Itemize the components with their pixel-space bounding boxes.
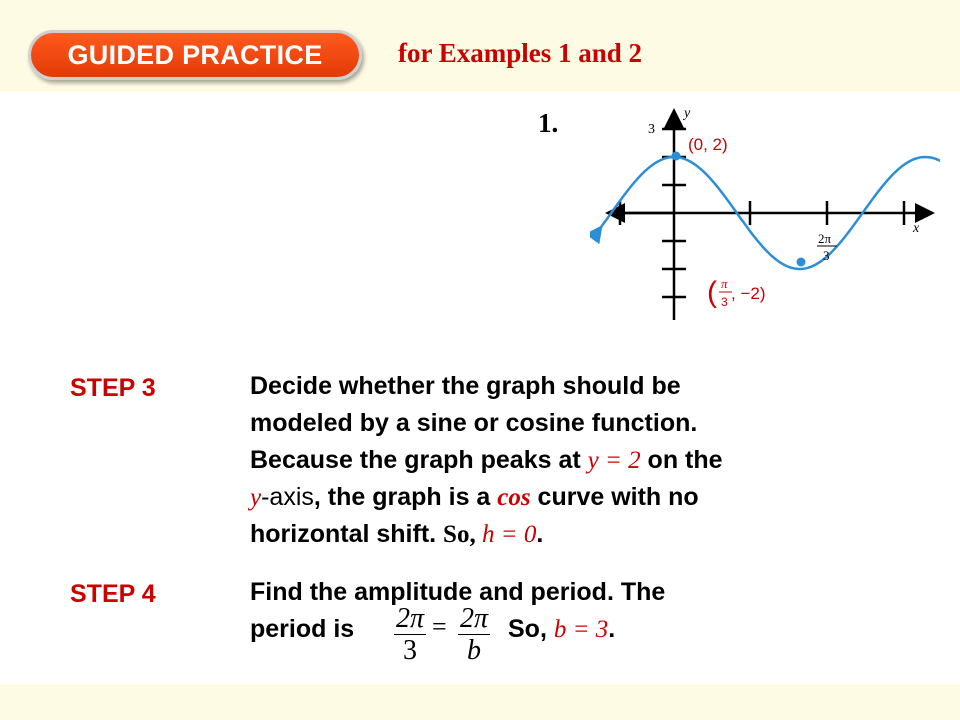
max-point-label: (0, 2) [688,135,728,154]
y-tick-label: 3 [648,122,655,137]
problem-number: 1. [538,108,559,138]
step3-text [250,368,890,553]
footer-band [0,684,960,720]
step3-line5: horizontal shift. So, h = 0. [250,520,544,548]
y-axis-label: y [684,106,691,121]
min-point-paren-open: ( [707,276,717,309]
step3-line1: Decide whether the graph should be [250,372,681,400]
step3-line4: y-axis, the graph is a cos curve with no [250,483,699,511]
step4-line1: Find the amplitude and period. The [250,578,666,606]
min-point-rest: , −2) [731,284,766,303]
min-point-num: π [721,276,728,291]
step3-label: STEP 3 [70,374,156,402]
header-subtitle: for Examples 1 and 2 [398,38,643,68]
fraction-2pi-over-b: $\frac{2\pi}{b}$ [460,603,489,666]
step4-label: STEP 4 [70,580,156,608]
cosine-graph [590,95,940,330]
max-point [672,152,681,161]
equals-sign: = [432,612,447,641]
min-point [797,258,806,267]
fraction-2pi-over-3: $\frac{2\pi}{3}$ [396,603,425,666]
step3-line3: Because the graph peaks at y = 2 on the [250,446,723,474]
x-tick-label-num: 2π [818,231,832,246]
x-tick-label-den: 3 [823,248,830,263]
min-point-den: 3 [721,295,728,309]
x-axis-label: x [913,221,920,236]
step4-line2: period is So, b = 3. [250,615,616,643]
step3-line2: modeled by a sine or cosine function. [250,409,698,437]
guided-practice-badge: GUIDED PRACTICE [28,30,362,80]
step4-text [250,574,890,648]
